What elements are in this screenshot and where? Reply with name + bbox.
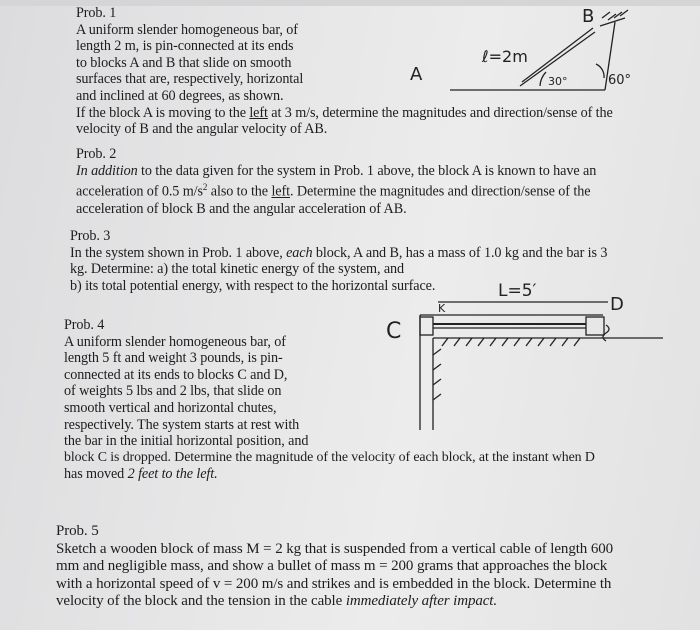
label-length: L=5′ (498, 281, 537, 301)
problem-4-line: length 5 ft and weight 3 pounds, is pin- (64, 350, 283, 367)
problem-4-line: of weights 5 lbs and 2 lbs, that slide on (64, 383, 282, 400)
label-b: B (582, 6, 595, 27)
problem-3-line-1: In the system shown in Prob. 1 above, each block, A and B, has a mass of 1.0 kg and the bar is 3 (70, 244, 608, 261)
problem-2-title: Prob. 2 (76, 146, 117, 162)
problem-4-line: connected at its ends to blocks C and D, (64, 366, 288, 383)
problem-2-line-2: acceleration of 0.5 $m/s^2$ also to the left. Determine the magnitudes and direction/sense of the (76, 182, 591, 200)
problem-1-line: to blocks A and B that slide on smooth (76, 54, 292, 71)
problem-4-line: A uniform slender homogeneous bar, of (64, 333, 286, 350)
problem-1-line: surfaces that are, respectively, horizontal (76, 71, 304, 88)
problem-4-line-last: has moved 2 feet to the left. (64, 466, 218, 483)
problem-2 (76, 146, 596, 217)
problem-4-line: block C is dropped. Determine the magnitude of the velocity of each block, at the instant when D (64, 449, 595, 465)
block-b-track (600, 18, 625, 26)
label-angle-30: 30° (548, 75, 568, 88)
problem-1-question-2: velocity of B and the angular velocity of AB. (76, 121, 328, 138)
problem-4-line: the bar in the initial horizontal position, and (64, 433, 309, 450)
problem-5-line: mm and negligible mass, and show a bullet of mass m = 200 grams that approaches the block (56, 558, 608, 575)
problem-4-line: respectively. The system starts at rest with (64, 416, 300, 433)
problem-5-line-last: velocity of the block and the tension in the cable immediately after impact. (56, 593, 498, 610)
problem-5-line: with a horizontal speed of v = 200 m/s and strikes and is embedded in the block. Determine th (56, 575, 612, 592)
problem-2-line-3: acceleration of block B and the angular acceleration of AB. (76, 200, 407, 217)
problem-1-line: and inclined at 60 degrees, as shown. (76, 87, 284, 104)
problem-2-line-1: In addition to the data given for the system in Prob. 1 above, the block A is known to have an (76, 162, 597, 179)
label-k: K (438, 302, 446, 315)
problem-1-title: Prob. 1 (76, 5, 117, 21)
label-d: D (610, 294, 624, 315)
problem-3-line-3: b) its total potential energy, with respect to the horizontal surface. (70, 277, 436, 294)
figure-inclined-bar (390, 2, 670, 102)
problem-1-line: A uniform slender homogeneous bar, of (76, 21, 298, 38)
label-c: C (386, 319, 402, 344)
problem-4-title: Prob. 4 (64, 317, 105, 333)
problem-4-line: smooth vertical and horizontal chutes, (64, 399, 277, 416)
problem-5-title: Prob. 5 (56, 523, 99, 539)
label-angle-60: 60° (608, 73, 632, 88)
problem-3-line-2: kg. Determine: a) the total kinetic energy of the system, and (70, 261, 405, 278)
underlined-left: left (249, 104, 268, 121)
problem-4 (64, 317, 595, 483)
label-length: ℓ=2m (482, 47, 528, 66)
problem-5-line: Sketch a wooden block of mass M = 2 kg that is suspended from a vertical cable of length 600 (56, 540, 614, 557)
angle-arc-30 (540, 72, 546, 86)
bar-ab-edge (522, 28, 593, 82)
label-a: A (410, 64, 423, 85)
problem-1-line: length 2 m, is pin-connected at its ends (76, 38, 294, 55)
problem-3-title: Prob. 3 (70, 228, 111, 244)
problem-5 (56, 523, 613, 611)
angle-arc-60 (596, 64, 604, 78)
problem-1-question: If the block A is moving to the left at 3 m/s, determine the magnitudes and direction/sense of the (76, 104, 613, 121)
